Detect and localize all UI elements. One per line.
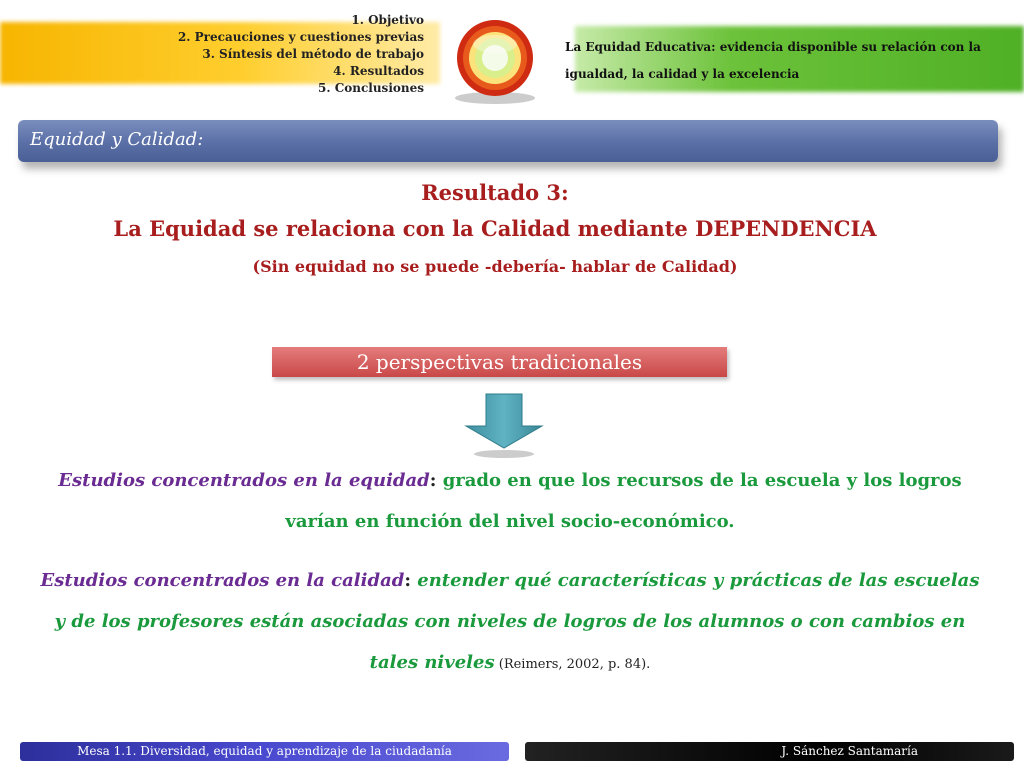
concentric-circles-logo <box>443 14 547 106</box>
result-heading-block <box>0 178 990 284</box>
result-title: Resultado 3: <box>421 180 569 205</box>
section-menu <box>124 12 424 97</box>
footer-left-bar <box>20 742 509 761</box>
equity-colon: : <box>429 470 437 491</box>
quality-paragraph <box>40 560 980 685</box>
result-subtitle: La Equidad se relaciona con la Calidad mediante DEPENDENCIA <box>113 216 877 241</box>
menu-item-objetivo[interactable]: 1. Objetivo <box>351 13 424 27</box>
equity-text: grado en que los recursos de la escuela y los logros varían en función del nivel socio-económico. <box>285 470 962 532</box>
quality-colon: : <box>404 570 411 591</box>
equity-paragraph <box>40 460 980 542</box>
menu-item-conclusiones[interactable]: 5. Conclusiones <box>317 81 424 95</box>
footer-right-bar <box>525 742 1014 761</box>
footer-left-text: Mesa 1.1. Diversidad, equidad y aprendizaje de la ciudadanía <box>77 744 452 758</box>
menu-item-sintesis[interactable]: 3. Síntesis del método de trabajo <box>202 47 424 61</box>
presentation-title-line-1: La Equidad Educativa: evidencia disponible su relación con la <box>565 40 981 54</box>
footer-author: J. Sánchez Santamaría <box>781 744 918 758</box>
section-title: Equidad y Calidad: <box>30 129 204 150</box>
equity-lead: Estudios concentrados en la equidad <box>58 470 430 491</box>
quality-text: entender qué características y prácticas de las escuelas y de los profesores están asociadas con niveles de logros de los alumnos o con cambios en tales niveles <box>54 570 980 673</box>
menu-item-resultados[interactable]: 4. Resultados <box>333 64 424 78</box>
perspectives-banner: 2 perspectivas tradicionales <box>272 347 727 377</box>
section-header-bar <box>18 120 998 162</box>
down-arrow-icon <box>462 390 546 460</box>
quality-citation: (Reimers, 2002, p. 84). <box>494 657 651 672</box>
quality-lead: Estudios concentrados en la calidad <box>40 570 405 591</box>
presentation-title-line-2: igualdad, la calidad y la excelencia <box>565 67 800 81</box>
menu-item-precauciones[interactable]: 2. Precauciones y cuestiones previas <box>177 30 424 44</box>
result-note: (Sin equidad no se puede -debería- hablar de Calidad) <box>252 257 738 276</box>
presentation-title <box>565 34 1005 88</box>
